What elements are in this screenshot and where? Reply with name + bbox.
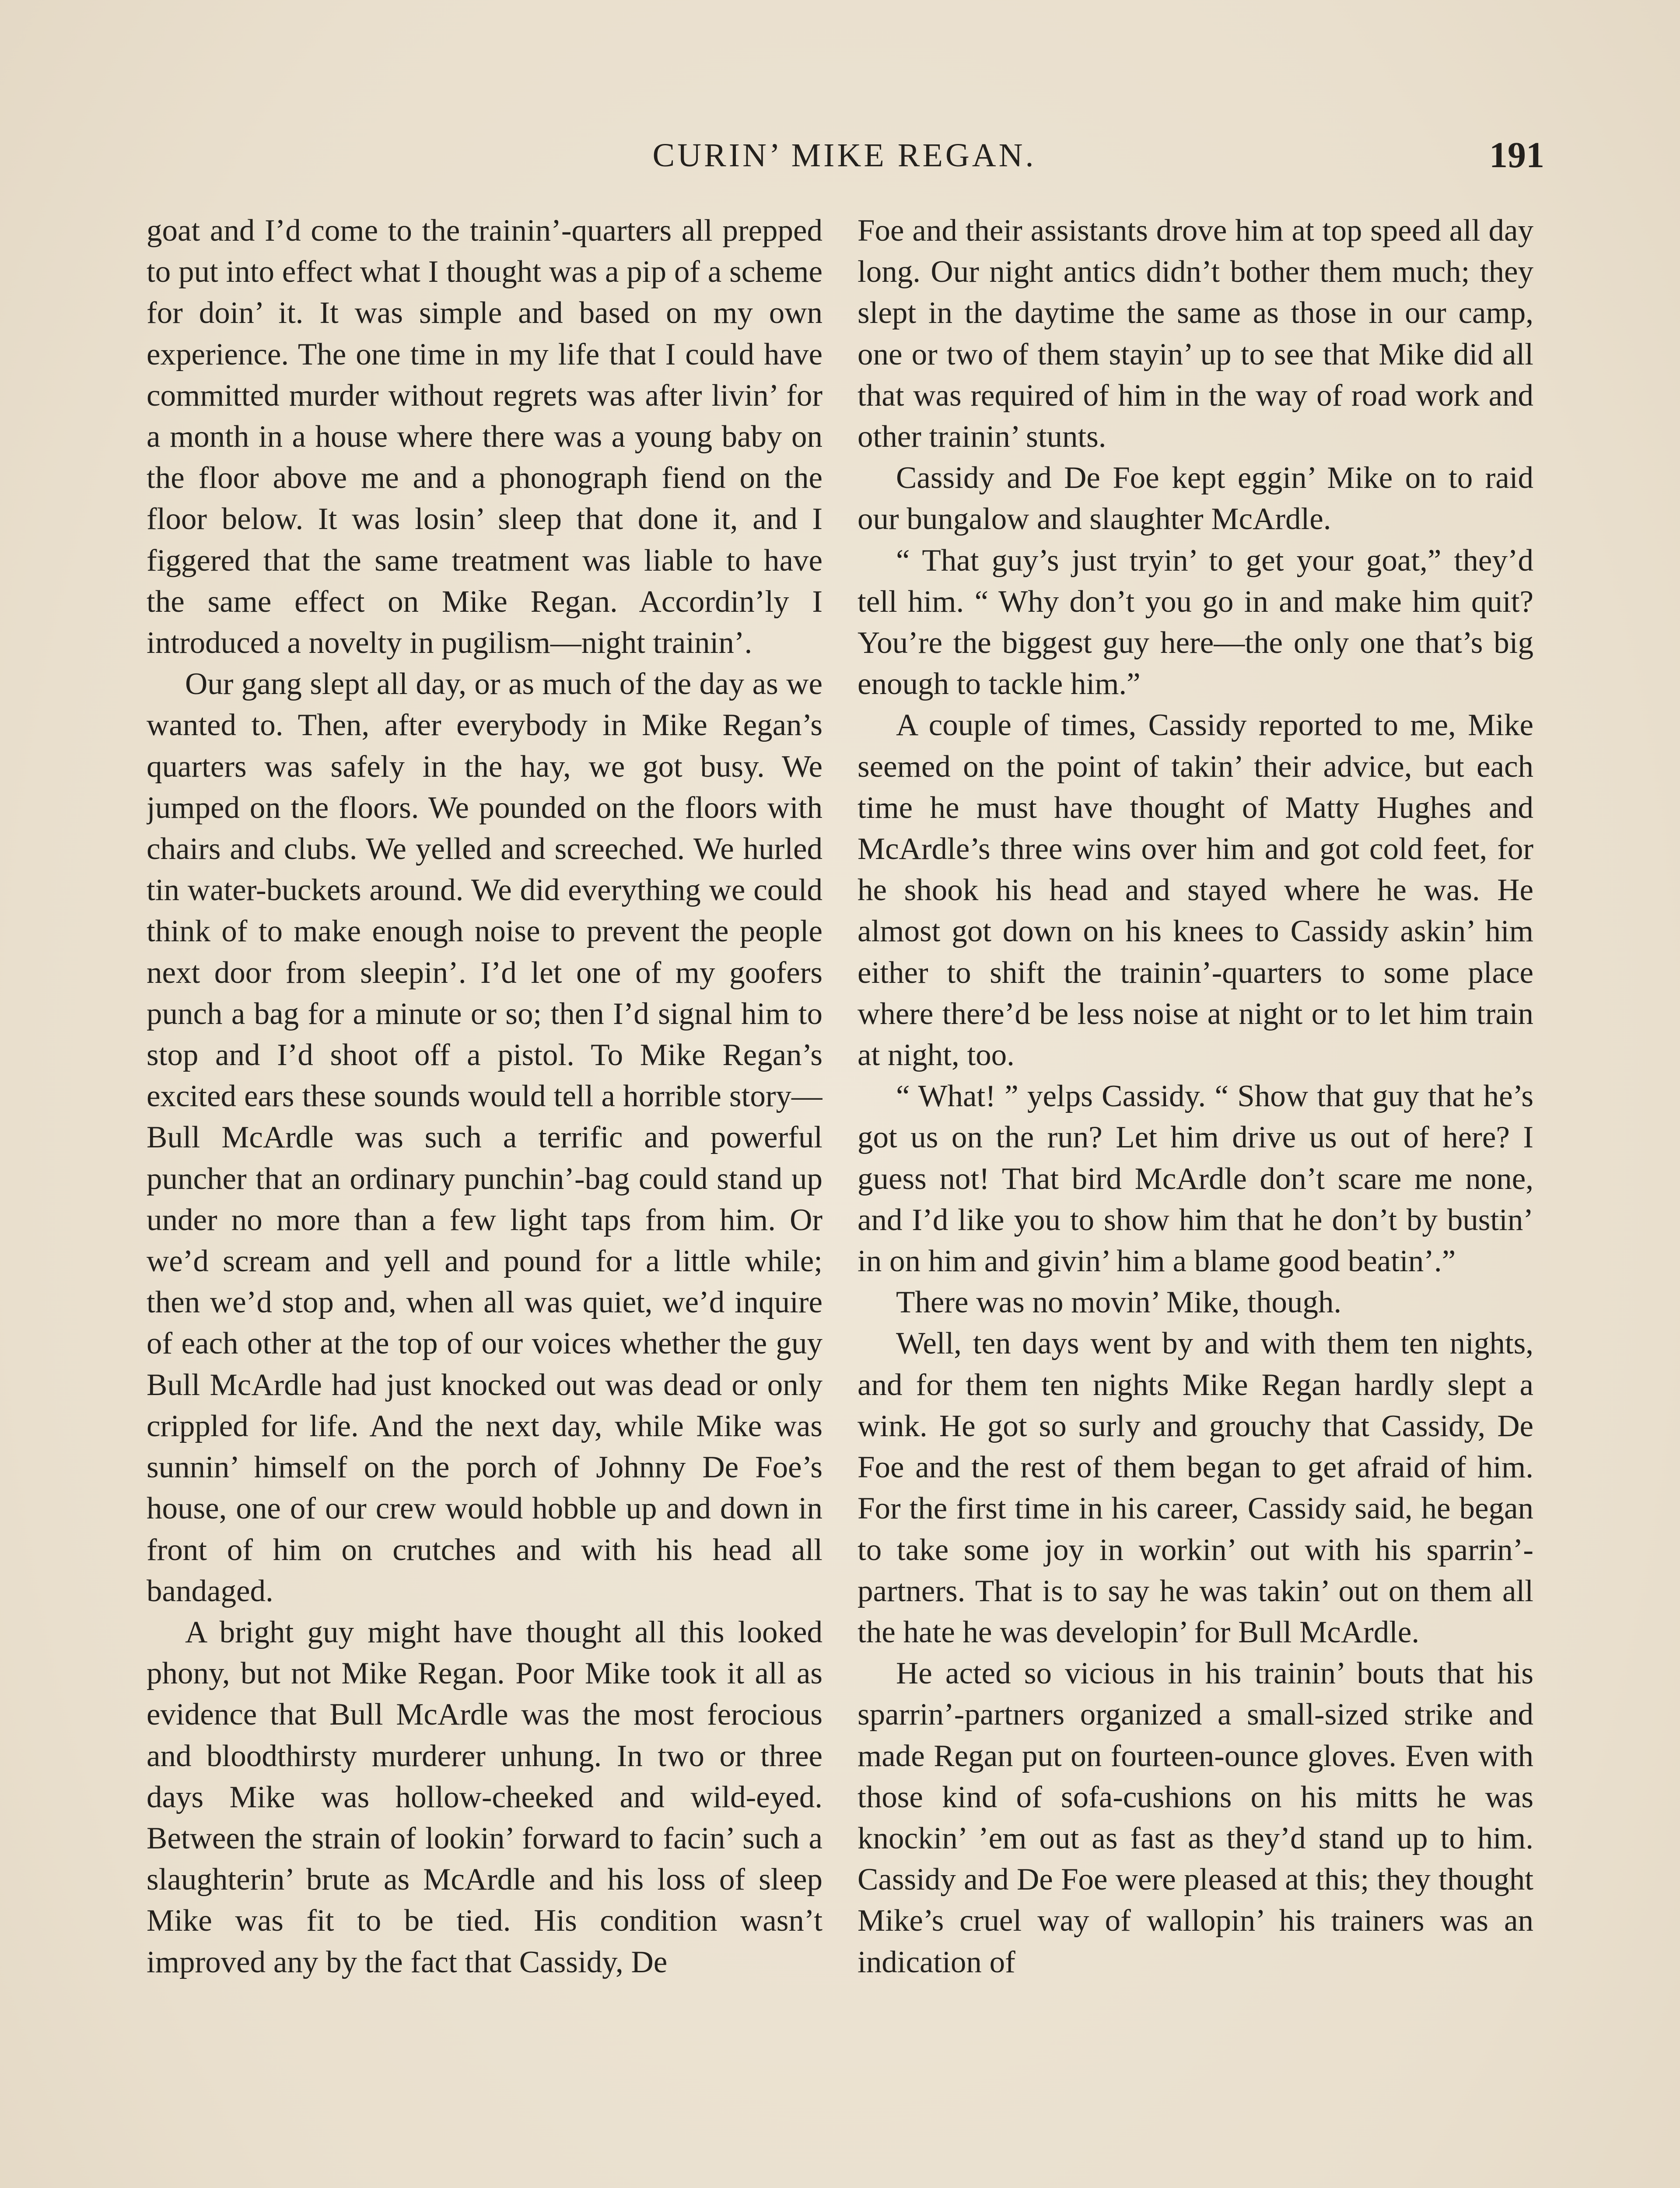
paragraph: Cassidy and De Foe kept eggin’ Mike on to raid our bungalow and slaughter McArdle.	[858, 461, 1533, 536]
left-column	[147, 210, 822, 2188]
paragraph: He acted so vicious in his trainin’ bouts that his sparrin’-partners organized a small-sized strike and made Regan put on fourteen-ounce gloves. Even with those kind of sofa-cushions on his mitts he was knockin’ ’em out as fast as they’d stand up to him. Cassidy and De Foe were pleased at this; they thought Mike’s cruel way of wallopin’ his trainers was an indication of	[858, 1656, 1533, 1979]
paragraph: Foe and their assistants drove him at top speed all day long. Our night antics didn’t bother them much; they slept in the daytime the same as those in our camp, one or two of them stayin’ up to see that Mike did all that was required of him in the way of road work and other trainin’ stunts.	[858, 214, 1533, 454]
paragraph: “ What! ” yelps Cassidy. “ Show that guy that he’s got us on the run? Let him drive us out of here? I guess not! That bird McArdle don’t scare me none, and I’d like you to show him that he don’t by bustin’ in on him and givin’ him a blame good beatin’.”	[858, 1079, 1533, 1279]
paragraph: Well, ten days went by and with them ten nights, and for them ten nights Mike Regan hardly slept a wink. He got so surly and grouchy that Cassidy, De Foe and the rest of them began to get afraid of him. For the first time in his career, Cassidy said, he began to take some joy in workin’ out with his sparrin’-partners. That is to say he was takin’ out on them all the hate he was developin’ for Bull McArdle.	[858, 1326, 1533, 1649]
running-title: CURIN’ MIKE REGAN.	[652, 137, 1036, 174]
page-number: 191	[1489, 135, 1544, 175]
paragraph: “ That guy’s just tryin’ to get your goat,” they’d tell him. “ Why don’t you go in and make him quit? You’re the biggest guy here—the only one that’s big enough to tackle him.”	[858, 543, 1533, 701]
right-column	[858, 210, 1533, 2188]
paragraph: There was no movin’ Mike, though.	[896, 1285, 1342, 1320]
paragraph: goat and I’d come to the trainin’-quarters all prepped to put into effect what I thought was a pip of a scheme for doin’ it. It was simple and based on my own experience. The one time in my life that I could have committed murder without regrets was after livin’ for a month in a house where there was a young baby on the floor above me and a phonograph fiend on the floor below. It was losin’ sleep that done it, and I figgered that the same treatment was liable to have the same effect on Mike Regan. Accordin’ly I introduced a novelty in pugilism—night trainin’.	[147, 214, 822, 660]
page-header	[144, 131, 1544, 179]
paragraph: A bright guy might have thought all this looked phony, but not Mike Regan. Poor Mike took it all as evidence that Bull McArdle was the most ferocious and bloodthirsty murderer unhung. In two or three days Mike was hollow-cheeked and wild-eyed. Between the strain of lookin’ forward to facin’ such a slaughterin’ brute as McArdle and his loss of sleep Mike was fit to be tied. His condition wasn’t improved any by the fact that Cassidy, De	[147, 1615, 822, 1979]
paragraph: Our gang slept all day, or as much of the day as we wanted to. Then, after everybody in Mike Regan’s quarters was safely in the hay, we got busy. We jumped on the floors. We pounded on the floors with chairs and clubs. We yelled and screeched. We hurled tin water-buckets around. We did everything we could think of to make enough noise to prevent the people next door from sleepin’. I’d let one of my goofers punch a bag for a minute or so; then I’d signal him to stop and I’d shoot off a pistol. To Mike Regan’s excited ears these sounds would tell a horrible story—Bull McArdle was such a terrific and powerful puncher that an ordinary punchin’-bag could stand up under no more than a few light taps from him. Or we’d scream and yell and pound for a little while; then we’d stop and, when all was quiet, we’d inquire of each other at the top of our voices whether the guy Bull McArdle had just knocked out was dead or only crippled for life. And the next day, while Mike was sunnin’ himself on the porch of Johnny De Foe’s house, one of our crew would hobble up and down in front of him on crutches and with his head all bandaged.	[147, 667, 822, 1608]
paragraph: A couple of times, Cassidy reported to me, Mike seemed on the point of takin’ their advice, but each time he must have thought of Matty Hughes and McArdle’s three wins over him and got cold feet, for he shook his head and stayed where he was. He almost got down on his knees to Cassidy askin’ him either to shift the trainin’-quarters to some place where there’d be less noise at night or to let him train at night, too.	[858, 708, 1533, 1073]
